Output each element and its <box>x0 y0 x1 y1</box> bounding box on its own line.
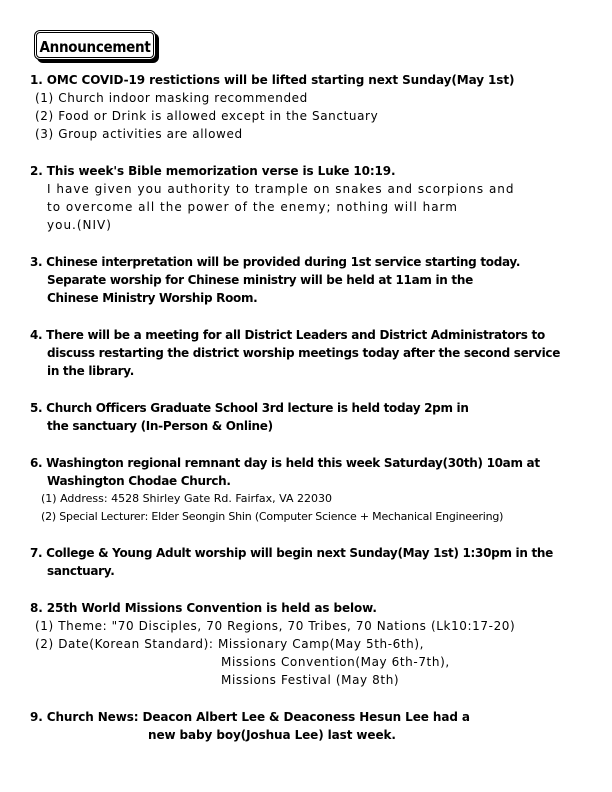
announcement-item-8 <box>30 599 515 689</box>
sub-item: (2) Date(Korean Standard): Missionary Camp(May 5th-6th), <box>35 637 425 651</box>
item-heading: 7. College & Young Adult worship will begin next Sunday(May 1st) 1:30pm in the <box>30 546 553 560</box>
date-line: Missions Festival (May 8th) <box>221 673 400 687</box>
sub-item: (1) Church indoor masking recommended <box>35 91 308 105</box>
announcement-item-4 <box>30 326 560 380</box>
verse-line: I have given you authority to trample on snakes and scorpions and <box>47 182 515 196</box>
announcement-title-box <box>34 30 156 60</box>
item-line: the sanctuary (In-Person & Online) <box>47 419 273 433</box>
item-heading: 6. Washington regional remnant day is held this week Saturday(30th) 10am at <box>30 456 540 470</box>
item-line: discuss restarting the district worship meetings today after the second service <box>47 346 561 360</box>
item-heading: 8. 25th World Missions Convention is held as below. <box>30 601 377 615</box>
sub-item: (1) Address: 4528 Shirley Gate Rd. Fairfax, VA 22030 <box>41 492 332 505</box>
verse-line: to overcome all the power of the enemy; nothing will harm <box>47 200 458 214</box>
item-heading: 9. Church News: Deacon Albert Lee & Deaconess Hesun Lee had a <box>30 710 470 724</box>
announcement-item-2 <box>30 162 515 234</box>
announcement-item-3 <box>30 253 520 307</box>
announcement-item-1 <box>30 71 514 143</box>
announcement-item-5 <box>30 399 469 435</box>
item-heading: 5. Church Officers Graduate School 3rd lecture is held today 2pm in <box>30 401 469 415</box>
item-heading: 4. There will be a meeting for all District Leaders and District Administrators to <box>30 328 545 342</box>
announcement-item-9 <box>30 708 470 744</box>
item-line: in the library. <box>47 364 134 378</box>
item-heading: 3. Chinese interpretation will be provided during 1st service starting today. <box>30 255 521 269</box>
item-line: Washington Chodae Church. <box>47 474 231 488</box>
item-heading: 2. This week's Bible memorization verse is Luke 10:19. <box>30 164 396 178</box>
sub-item: (2) Food or Drink is allowed except in the Sanctuary <box>35 109 379 123</box>
sub-item: (2) Special Lecturer: Elder Seongin Shin (Computer Science + Mechanical Engineering) <box>41 510 504 523</box>
item-line: Chinese Ministry Worship Room. <box>47 291 258 305</box>
item-line: new baby boy(Joshua Lee) last week. <box>148 728 396 742</box>
sub-item: (3) Group activities are allowed <box>35 127 243 141</box>
date-line: Missions Convention(May 6th-7th), <box>221 655 450 669</box>
item-line: sanctuary. <box>47 564 115 578</box>
announcement-item-7 <box>30 544 553 580</box>
sub-item: (1) Theme: "70 Disciples, 70 Regions, 70 Tribes, 70 Nations (Lk10:17-20) <box>35 619 516 633</box>
announcement-item-6 <box>30 454 540 526</box>
verse-line: you.(NIV) <box>47 218 112 232</box>
page-title: Announcement <box>39 38 151 56</box>
item-heading: 1. OMC COVID-19 restictions will be lifted starting next Sunday(May 1st) <box>30 73 515 87</box>
item-line: Separate worship for Chinese ministry will be held at 11am in the <box>47 273 473 287</box>
